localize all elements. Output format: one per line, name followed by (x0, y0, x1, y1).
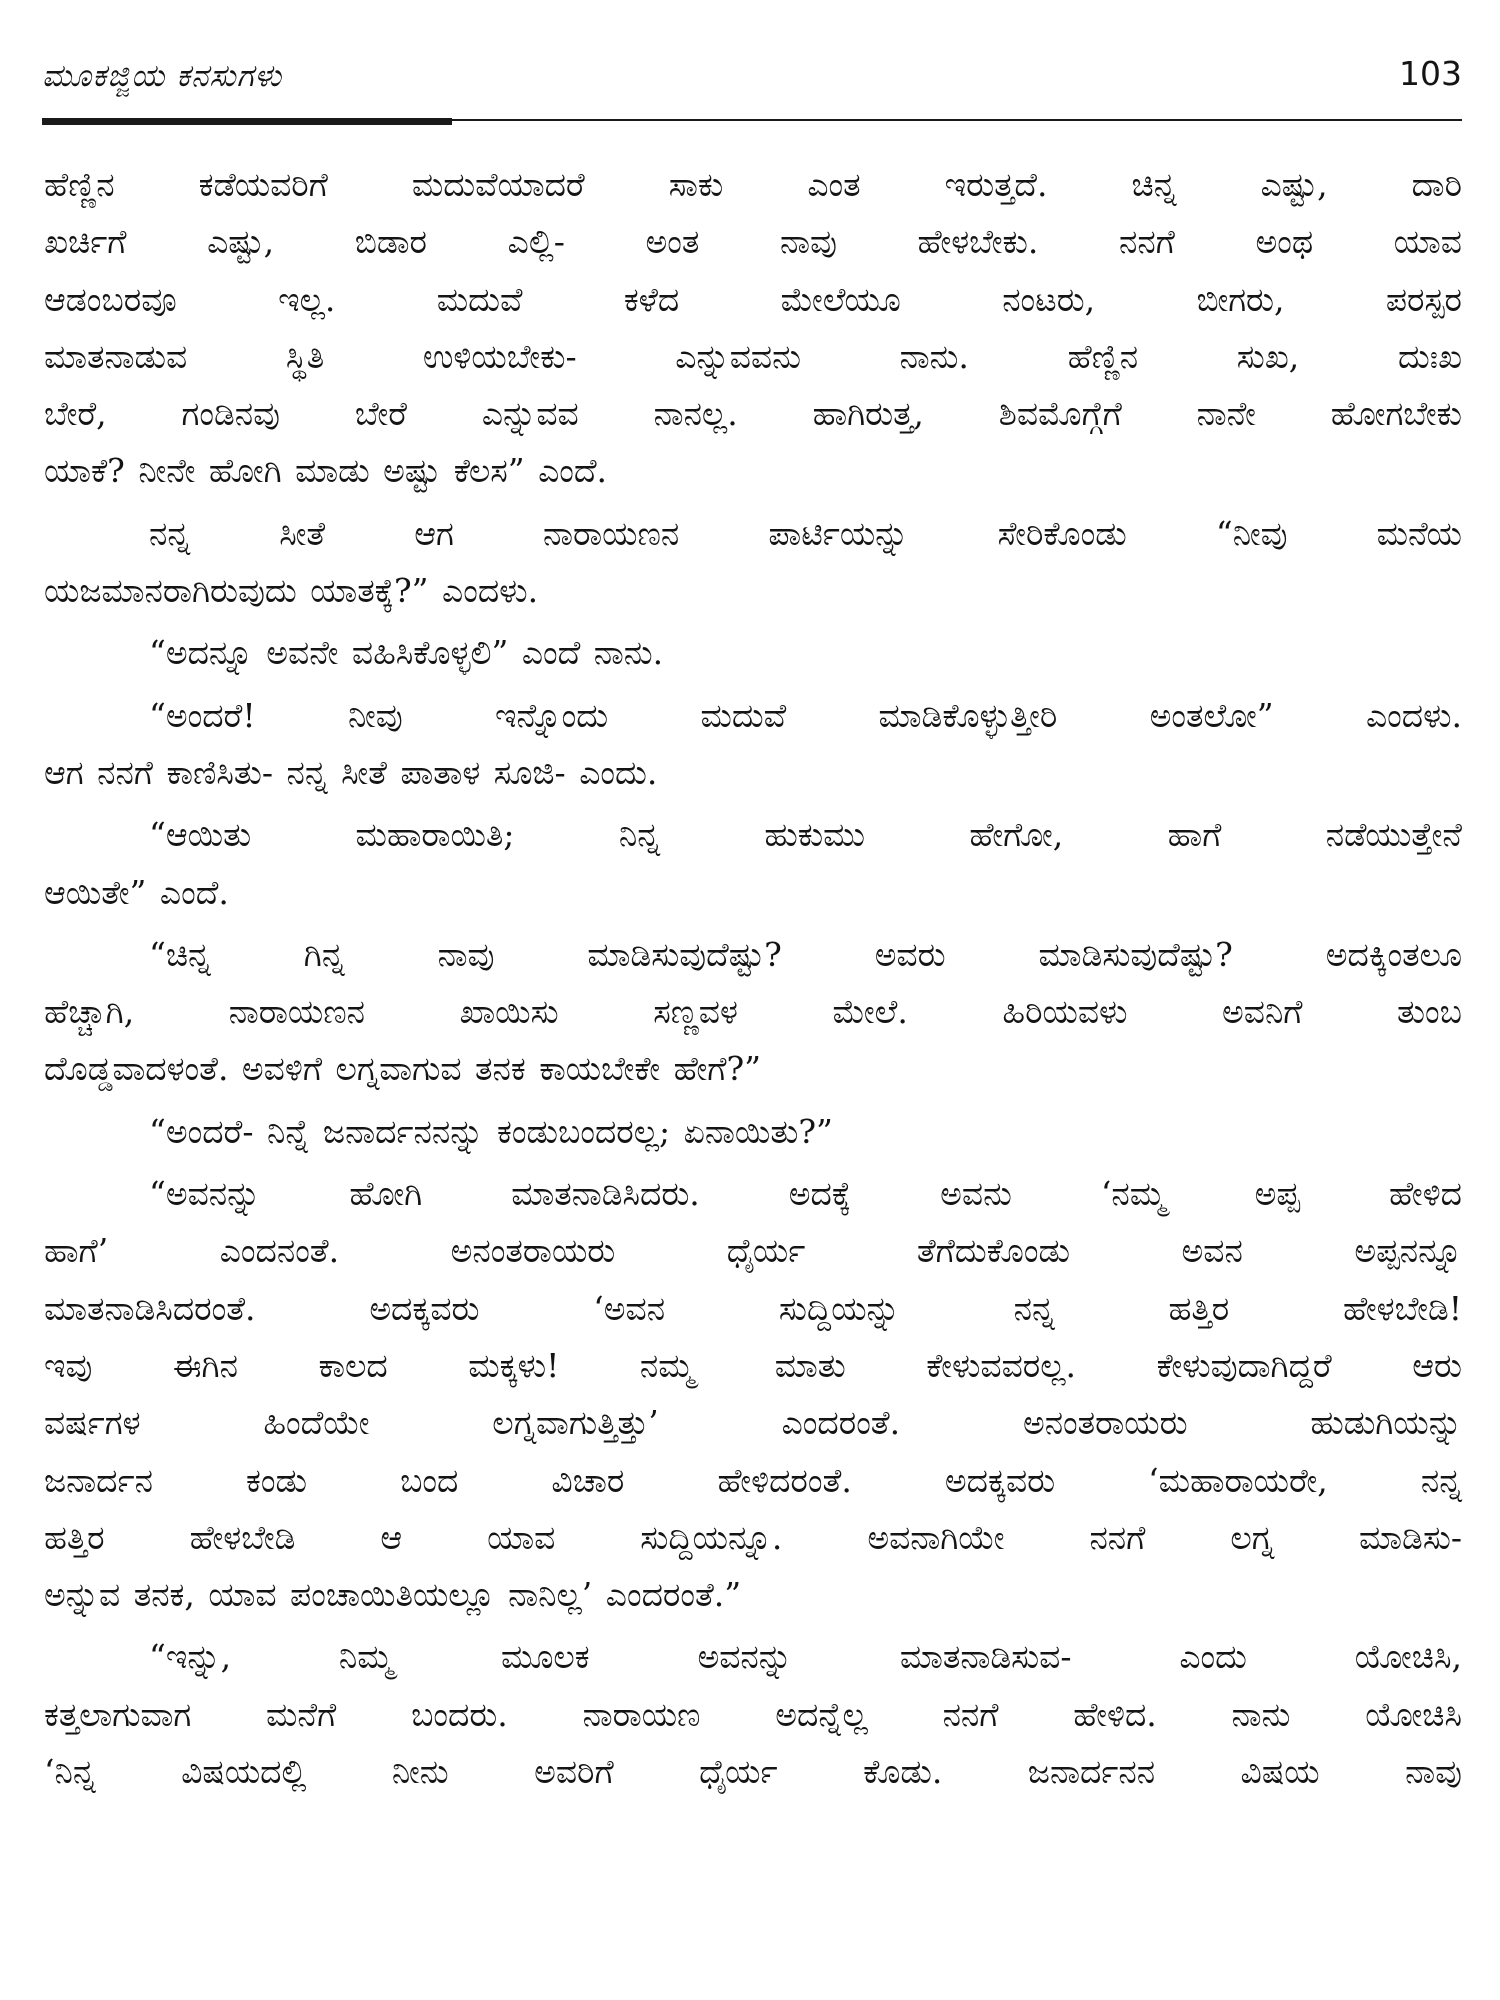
text-line: ಆಯಿತೇ” ಎಂದೆ. (44, 872, 229, 912)
text-line: ಯಜಮಾನರಾಗಿರುವುದು ಯಾತಕ್ಕೆ?” ಎಂದಳು. (44, 571, 539, 611)
body-text (44, 156, 1462, 1805)
text-line: ಬೇರೆ, ಗಂಡಿನವು ಬೇರೆ ಎನ್ನುವವ ನಾನಲ್ಲ. ಹಾಗಿರುತ್ತ, ಶಿವಮೊಗ್ಗೆಗೆ ನಾನೇ ಹೋಗಬೇಕು (44, 394, 1462, 434)
text-line: ಆಡಂಬರವೂ ಇಲ್ಲ. ಮದುವೆ ಕಳೆದ ಮೇಲೆಯೂ ನಂಟರು, ಬೀಗರು, ಪರಸ್ಪರ (44, 279, 1462, 319)
text-line: ಕತ್ತಲಾಗುವಾಗ ಮನೆಗೆ ಬಂದರು. ನಾರಾಯಣ ಅದನ್ನೆಲ್ಲ ನನಗೆ ಹೇಳಿದ. ನಾನು ಯೋಚಿಸಿ (44, 1694, 1462, 1734)
text-line: “ಚಿನ್ನ ಗಿನ್ನ ನಾವು ಮಾಡಿಸುವುದೆಷ್ಟು? ಅವರು ಮಾಡಿಸುವುದೆಷ್ಟು? ಅದಕ್ಕಿಂತಲೂ (149, 934, 1462, 974)
text-line: “ಅದನ್ನೂ ಅವನೇ ವಹಿಸಿಕೊಳ್ಳಲಿ” ಎಂದೆ ನಾನು. (149, 633, 664, 673)
text-line: ಜನಾರ್ದನ ಕಂಡು ಬಂದ ವಿಚಾರ ಹೇಳಿದರಂತೆ. ಅದಕ್ಕವರು ‘ಮಹಾರಾಯರೇ, ನನ್ನ (44, 1460, 1462, 1500)
text-line: ಯಾಕೆ? ನೀನೇ ಹೋಗಿ ಮಾಡು ಅಷ್ಟು ಕೆಲಸ” ಎಂದೆ. (44, 451, 608, 491)
paragraph (44, 1103, 1462, 1160)
paragraph (44, 1165, 1462, 1623)
text-line: ಇವು ಈಗಿನ ಕಾಲದ ಮಕ್ಕಳು! ನಮ್ಮ ಮಾತು ಕೇಳುವವರಲ್ಲ. ಕೇಳುವುದಾಗಿದ್ದರೆ ಆರು (44, 1345, 1462, 1385)
text-line: ಹೆಚ್ಚಾಗಿ, ನಾರಾಯಣನ ಖಾಯಿಸು ಸಣ್ಣವಳ ಮೇಲೆ. ಹಿರಿಯವಳು ಅವನಿಗೆ ತುಂಬ (44, 992, 1462, 1032)
text-line: ಮಾತನಾಡುವ ಸ್ಥಿತಿ ಉಳಿಯಬೇಕು- ಎನ್ನುವವನು ನಾನು. ಹೆಣ್ಣಿನ ಸುಖ, ದುಃಖ (44, 336, 1462, 376)
text-line: “ಅವನನ್ನು ಹೋಗಿ ಮಾತನಾಡಿಸಿದರು. ಅದಕ್ಕೆ ಅವನು ‘ನಮ್ಮ ಅಪ್ಪ ಹೇಳಿದ (149, 1174, 1462, 1214)
text-line: ದೊಡ್ಡವಾದಳಂತೆ. ಅವಳಿಗೆ ಲಗ್ನವಾಗುವ ತನಕ ಕಾಯಬೇಕೇ ಹೇಗೆ?” (44, 1049, 762, 1089)
paragraph (44, 156, 1462, 500)
paragraph (44, 926, 1462, 1098)
text-line: ಹಾಗೆ’ ಎಂದನಂತೆ. ಅನಂತರಾಯರು ಧೈರ್ಯ ತೆಗೆದುಕೊಂಡು ಅವನ ಅಪ್ಪನನ್ನೂ (44, 1231, 1462, 1271)
paragraph (44, 505, 1462, 620)
text-line: “ಅಂದರೆ! ನೀವು ಇನ್ನೊಂದು ಮದುವೆ ಮಾಡಿಕೊಳ್ಳುತ್ತೀರಿ ಅಂತಲೋ” ಎಂದಳು. (149, 695, 1462, 735)
text-line: “ಇನ್ನು, ನಿಮ್ಮ ಮೂಲಕ ಅವನನ್ನು ಮಾತನಾಡಿಸುವ- ಎಂದು ಯೋಚಿಸಿ, (149, 1637, 1462, 1677)
header-rule-accent (42, 118, 452, 125)
paragraph (44, 806, 1462, 921)
page-number: 103 (1399, 54, 1462, 93)
text-line: ಖರ್ಚಿಗೆ ಎಷ್ಟು, ಬಿಡಾರ ಎಲ್ಲಿ- ಅಂತ ನಾವು ಹೇಳಬೇಕು. ನನಗೆ ಅಂಥ ಯಾವ (44, 222, 1462, 262)
text-line: ‘ನಿನ್ನ ವಿಷಯದಲ್ಲಿ ನೀನು ಅವರಿಗೆ ಧೈರ್ಯ ಕೊಡು. ಜನಾರ್ದನನ ವಿಷಯ ನಾವು (44, 1752, 1462, 1792)
text-line: ವರ್ಷಗಳ ಹಿಂದೆಯೇ ಲಗ್ನವಾಗುತ್ತಿತ್ತು’ ಎಂದರಂತೆ. ಅನಂತರಾಯರು ಹುಡುಗಿಯನ್ನು (44, 1403, 1462, 1443)
text-line: ಹೆಣ್ಣಿನ ಕಡೆಯವರಿಗೆ ಮದುವೆಯಾದರೆ ಸಾಕು ಎಂತ ಇರುತ್ತದೆ. ಚಿನ್ನ ಎಷ್ಟು, ದಾರಿ (44, 165, 1462, 204)
paragraph (44, 1628, 1462, 1800)
text-line: ಆಗ ನನಗೆ ಕಾಣಿಸಿತು- ನನ್ನ ಸೀತೆ ಪಾತಾಳ ಸೂಜಿ- ಎಂದು. (44, 752, 658, 792)
text-line: ಅನ್ನುವ ತನಕ, ಯಾವ ಪಂಚಾಯಿತಿಯಲ್ಲೂ ನಾನಿಲ್ಲ’ ಎಂದರಂತೆ.” (44, 1575, 742, 1615)
text-line: ಹತ್ತಿರ ಹೇಳಬೇಡಿ ಆ ಯಾವ ಸುದ್ದಿಯನ್ನೂ. ಅವನಾಗಿಯೇ ನನಗೆ ಲಗ್ನ ಮಾಡಿಸು- (44, 1517, 1462, 1557)
paragraph (44, 624, 1462, 681)
book-title: ಮೂಕಜ್ಜಿಯ ಕನಸುಗಳು (42, 58, 283, 94)
text-line: “ಆಯಿತು ಮಹಾರಾಯಿತಿ; ನಿನ್ನ ಹುಕುಮು ಹೇಗೋ, ಹಾಗೆ ನಡೆಯುತ್ತೇನೆ (149, 815, 1462, 855)
running-header (42, 50, 1462, 102)
text-line: ನನ್ನ ಸೀತೆ ಆಗ ನಾರಾಯಣನ ಪಾರ್ಟಿಯನ್ನು ಸೇರಿಕೊಂಡು “ನೀವು ಮನೆಯ (149, 513, 1462, 553)
paragraph (44, 687, 1462, 802)
text-line: ಮಾತನಾಡಿಸಿದರಂತೆ. ಅದಕ್ಕವರು ‘ಅವನ ಸುದ್ದಿಯನ್ನು ನನ್ನ ಹತ್ತಿರ ಹೇಳಬೇಡಿ! (44, 1288, 1462, 1328)
text-line: “ಅಂದರೆ- ನಿನ್ನೆ ಜನಾರ್ದನನನ್ನು ಕಂಡುಬಂದರಲ್ಲ; ಏನಾಯಿತು?” (149, 1111, 833, 1151)
